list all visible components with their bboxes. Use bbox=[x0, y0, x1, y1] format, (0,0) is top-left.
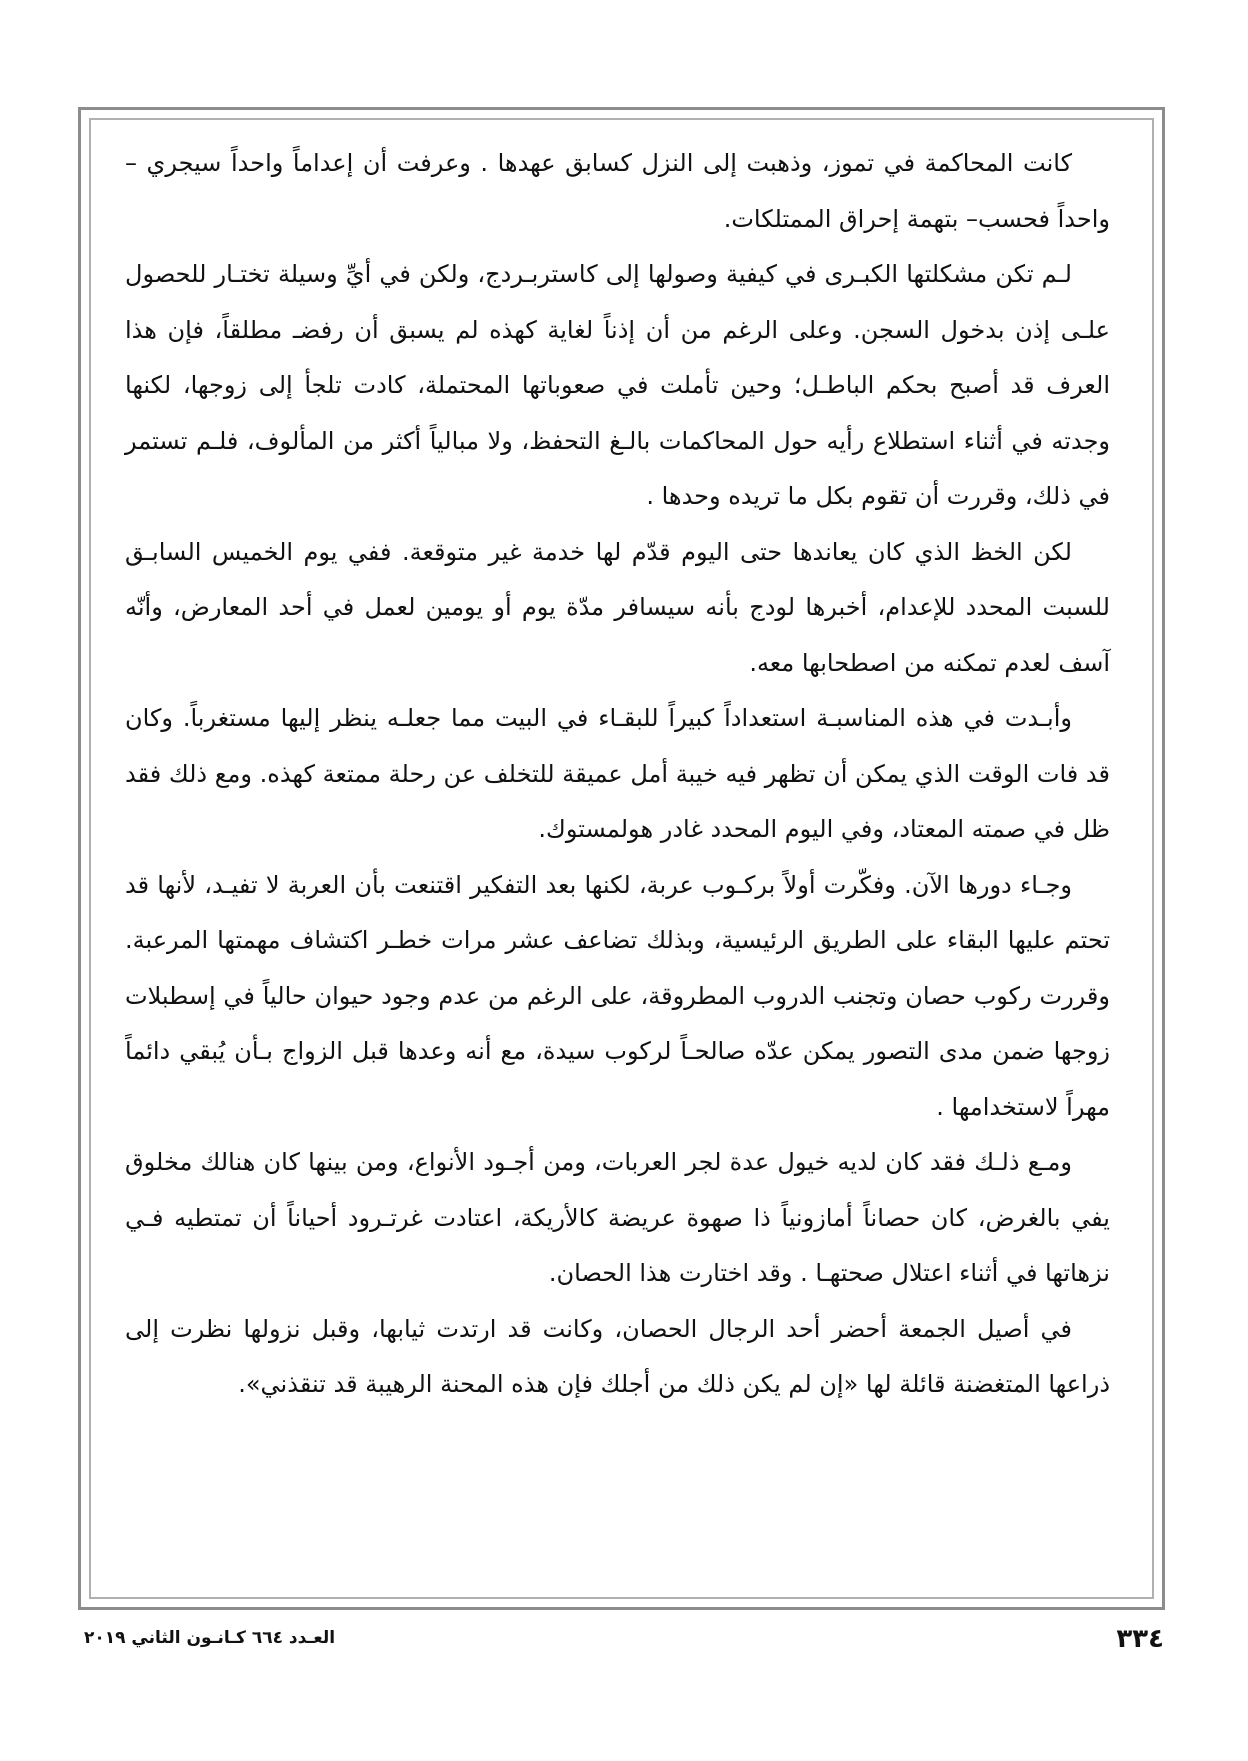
issue-info: العـدد ٦٦٤ كـانـون الثاني ٢٠١٩ bbox=[84, 1628, 336, 1648]
article-body bbox=[125, 136, 1110, 1413]
paragraph-3: لكن الخظ الذي كان يعاندها حتى اليوم قدّم لها خدمة غير متوقعة. ففي يوم الخميس السابـق للسبت المحدد للإعدام، أخبرها لودج بأنه سيسافر مدّة يوم أو يومين لعمل في أحد المعارض، وأنّه آسف لعدم تمكنه من اصطحابها معه. bbox=[125, 537, 1110, 677]
paragraph-2: لـم تكن مشكلتها الكبـرى في كيفية وصولها إلى كاستربـردج، ولكن في أيِّ وسيلة تختـار للحصول علـى إذن بدخول السجن. وعلى الرغم من أن إذناً لغاية كهذه لم يسبق أن رفضـ مطلقاً، فإن هذا العرف قد أصبح بحكم الباطـل؛ وحين تأملت في صعوباتها المحتملة، كادت تلجأ إلى زوجها، لكنها وجدته في أثناء استطلاع رأيه حول المحاكمات بالـغ التحفظ، ولا مبالياً أكثر من المألوف، فلـم تستمر في ذلك، وقررت أن تقوم بكل ما تريده وحدها . bbox=[125, 260, 1110, 510]
page-number: ٣٣٤ bbox=[1116, 1624, 1164, 1654]
paragraph-4: وأبـدت في هذه المناسبـة استعداداً كبيراً للبقـاء في البيت مما جعلـه ينظر إليها مستغرباً. وكان قد فات الوقت الذي يمكن أن تظهر فيه خيبة أمل عميقة للتخلف عن رحلة ممتعة كهذه. ومع ذلك فقد ظل في صمته المعتاد، وفي اليوم المحدد غادر هولمستوك. bbox=[125, 704, 1110, 843]
paragraph-5: وجـاء دورها الآن. وفكّرت أولاً بركـوب عربة، لكنها بعد التفكير اقتنعت بأن العربة لا تفيـد، لأنها قد تحتم عليها البقاء على الطريق الرئيسية، وبذلك تضاعف عشر مرات خطـر اكتشاف مهمتها المرعبة. وقررت ركوب حصان وتجنب الدروب المطروقة، على الرغم من عدم وجود حيوان حالياً في إسطبلات زوجها ضمن مدى التصور يمكن عدّه صالحـاً لركوب سيدة، مع أنه وعدها قبل الزواج بـأن يُبقي دائماً مهراً لاستخدامها . bbox=[125, 870, 1110, 1121]
paragraph-1: كانت المحاكمة في تموز، وذهبت إلى النزل كسابق عهدها . وعرفت أن إعداماً واحداً سيجري –واحداً فحسب– بتهمة إحراق الممتلكات. bbox=[125, 149, 1110, 233]
page-footer bbox=[84, 1624, 1164, 1658]
paragraph-7: في أصيل الجمعة أحضر أحد الرجال الحصان، وكانت قد ارتدت ثيابها، وقبل نزولها نظرت إلى ذراعها المتغضنة قائلة لها «إن لم يكن ذلك من أجلك فإن هذه المحنة الرهيبة قد تنقذني». bbox=[125, 1314, 1110, 1398]
paragraph-6: ومـع ذلـك فقد كان لديه خيول عدة لجر العربات، ومن أجـود الأنواع، ومن بينها كان هنالك مخلوق يفي بالغرض، كان حصاناً أمازونياً ذا صهوة عريضة كالأريكة، اعتادت غرتـرود أحياناً أن تمتطيه فـي نزهاتها في أثناء اعتلال صحتهـا . وقد اختارت هذا الحصان. bbox=[125, 1148, 1110, 1287]
